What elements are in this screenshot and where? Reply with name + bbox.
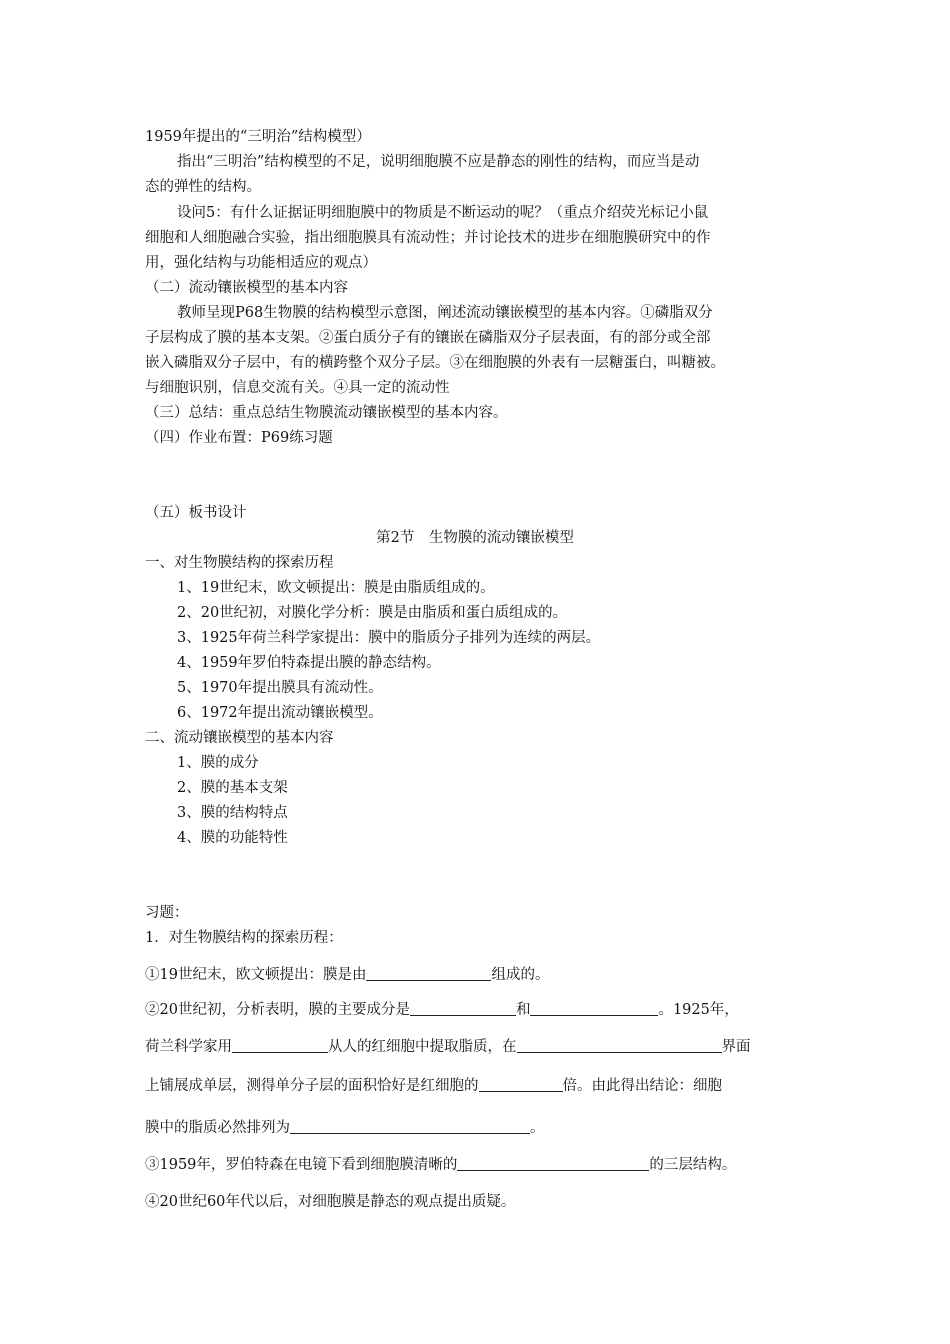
board-item-1-5: 5、1970年提出膜具有流动性。 bbox=[177, 680, 383, 696]
part2-line-4: 与细胞识别，信息交流有关。④具一定的流动性 bbox=[145, 380, 450, 396]
intro-line-6: 用，强化结构与功能相适应的观点） bbox=[145, 255, 377, 271]
answer-blank[interactable] bbox=[410, 1001, 516, 1016]
exercise-text: ②20世纪初，分析表明，膜的主要成分是 bbox=[145, 1002, 410, 1018]
board-item-2-2: 2、膜的基本支架 bbox=[177, 780, 288, 796]
exercise-text: 的三层结构。 bbox=[649, 1157, 737, 1173]
board-item-2-1: 1、膜的成分 bbox=[177, 755, 259, 771]
exercise-text: 和 bbox=[515, 1002, 531, 1018]
intro-line-3: 态的弹性的结构。 bbox=[145, 179, 261, 195]
board-item-1-6: 6、1972年提出流动镶嵌模型。 bbox=[177, 705, 383, 721]
exercise-text: 。1925年， bbox=[658, 1002, 739, 1018]
exercise-line-5 bbox=[145, 1118, 545, 1138]
exercise-line-7: ④20世纪60年代以后，对细胞膜是静态的观点提出质疑。 bbox=[145, 1194, 516, 1210]
intro-line-4: 设问5：有什么证据证明细胞膜中的物质是不断运动的呢？（重点介绍荧光标记小鼠 bbox=[177, 205, 709, 221]
answer-blank[interactable] bbox=[517, 1038, 722, 1053]
exercise-line-1 bbox=[145, 965, 549, 985]
intro-line-1: 1959年提出的“三明治”结构模型） bbox=[145, 129, 371, 145]
answer-blank[interactable] bbox=[290, 1119, 530, 1134]
answer-blank[interactable] bbox=[479, 1077, 563, 1092]
answer-blank[interactable] bbox=[457, 1156, 649, 1171]
board-section-2: 二、流动镶嵌模型的基本内容 bbox=[145, 730, 334, 746]
answer-blank[interactable] bbox=[366, 966, 491, 981]
exercise-text: 。 bbox=[530, 1120, 545, 1136]
board-item-2-4: 4、膜的功能特性 bbox=[177, 830, 288, 846]
part4-homework: （四）作业布置：P69练习题 bbox=[145, 430, 333, 446]
exercise-line-6 bbox=[145, 1155, 736, 1175]
board-item-1-3: 3、1925年荷兰科学家提出：膜中的脂质分子排列为连续的两层。 bbox=[177, 630, 601, 646]
exercise-q1: 1．对生物膜结构的探索历程： bbox=[145, 930, 343, 946]
part2-line-3: 嵌入磷脂双分子层中，有的横跨整个双分子层。③在细胞膜的外表有一层糖蛋白，叫糖被。 bbox=[145, 355, 725, 371]
exercises-label: 习题： bbox=[145, 905, 189, 921]
exercise-text: ①19世纪末，欧文顿提出：膜是由 bbox=[145, 967, 367, 983]
part2-heading: （二）流动镶嵌模型的基本内容 bbox=[145, 280, 348, 296]
exercise-text: 膜中的脂质必然排列为 bbox=[145, 1120, 290, 1136]
board-item-1-1: 1、19世纪末，欧文顿提出：膜是由脂质组成的。 bbox=[177, 580, 495, 596]
answer-blank[interactable] bbox=[530, 1001, 658, 1016]
exercise-text: 倍。由此得出结论：细胞 bbox=[562, 1078, 722, 1094]
board-section-1: 一、对生物膜结构的探索历程 bbox=[145, 555, 334, 571]
part3-summary: （三）总结：重点总结生物膜流动镶嵌模型的基本内容。 bbox=[145, 405, 508, 421]
answer-blank[interactable] bbox=[232, 1038, 328, 1053]
exercise-text: 组成的。 bbox=[491, 967, 550, 983]
exercise-line-3 bbox=[145, 1037, 751, 1057]
part5-board-heading: （五）板书设计 bbox=[145, 505, 247, 521]
board-item-1-4: 4、1959年罗伯特森提出膜的静态结构。 bbox=[177, 655, 441, 671]
exercise-text: 上铺展成单层，测得单分子层的面积恰好是红细胞的 bbox=[145, 1078, 479, 1094]
exercise-text: 从人的红细胞中提取脂质，在 bbox=[328, 1039, 517, 1055]
board-title: 第2节 生物膜的流动镶嵌模型 bbox=[376, 530, 574, 546]
exercise-text: 界面 bbox=[721, 1039, 751, 1055]
exercise-line-2 bbox=[145, 1000, 739, 1020]
exercise-text: ③1959年，罗伯特森在电镜下看到细胞膜清晰的 bbox=[145, 1157, 458, 1173]
exercise-line-4 bbox=[145, 1076, 722, 1096]
board-item-2-3: 3、膜的结构特点 bbox=[177, 805, 288, 821]
exercise-text: 荷兰科学家用 bbox=[145, 1039, 232, 1055]
part2-line-2: 子层构成了膜的基本支架。②蛋白质分子有的镶嵌在磷脂双分子层表面，有的部分或全部 bbox=[145, 330, 711, 346]
part2-line-1: 教师呈现P68生物膜的结构模型示意图，阐述流动镶嵌模型的基本内容。①磷脂双分 bbox=[177, 305, 713, 321]
intro-line-5: 细胞和人细胞融合实验，指出细胞膜具有流动性；并讨论技术的进步在细胞膜研究中的作 bbox=[145, 230, 711, 246]
board-item-1-2: 2、20世纪初，对膜化学分析：膜是由脂质和蛋白质组成的。 bbox=[177, 605, 568, 621]
intro-line-2: 指出“三明治”结构模型的不足，说明细胞膜不应是静态的刚性的结构，而应当是动 bbox=[177, 154, 700, 170]
